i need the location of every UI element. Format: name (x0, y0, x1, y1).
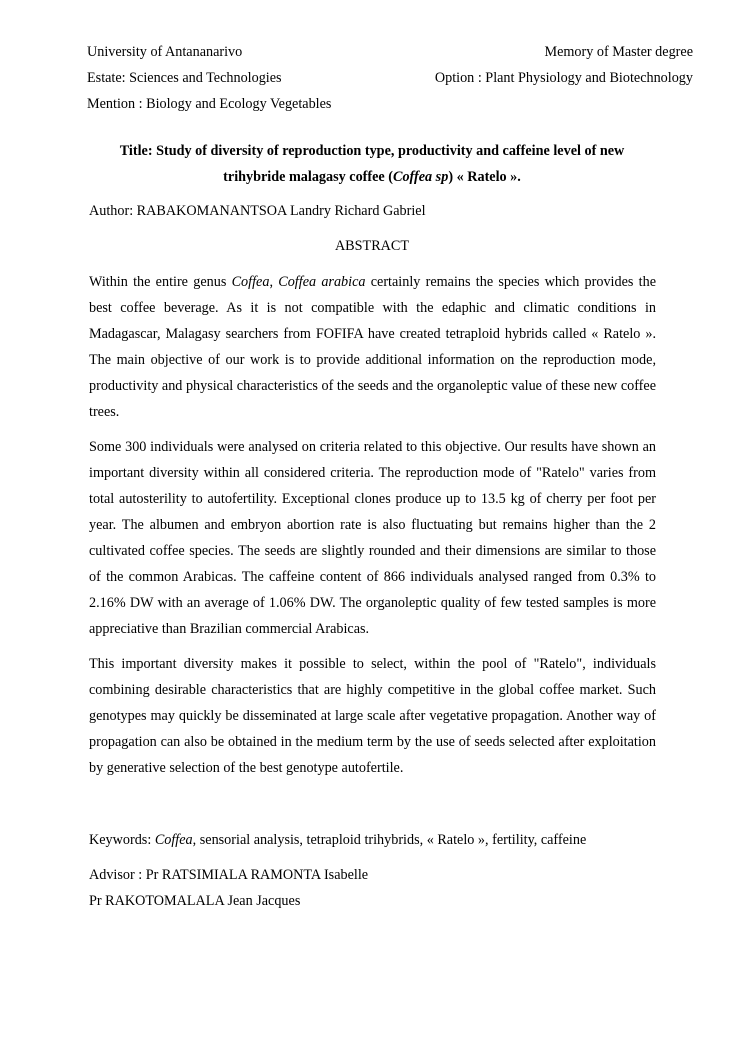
author-line: Author: RABAKOMANANTSOA Landry Richard Gabriel (89, 203, 426, 219)
abstract-heading: ABSTRACT (334, 238, 410, 254)
keywords-list: , sensorial analysis, tetraploid trihybrids, « Ratelo », fertility, caffeine (192, 832, 587, 848)
co-advisor-line: Pr RAKOTOMALALA Jean Jacques (89, 893, 301, 909)
keywords-genus: Coffea (154, 832, 193, 848)
title-species: Coffea sp (393, 169, 449, 185)
title-suffix: ) « Ratelo ». (448, 169, 521, 185)
header-row-1 (87, 42, 693, 62)
abstract-paragraph-1 (89, 269, 656, 425)
university-name: University of Antananarivo (87, 44, 243, 60)
header-row-2 (87, 68, 693, 88)
para1-text-1: Within the entire genus (89, 274, 232, 290)
keywords-line (89, 830, 586, 850)
abstract-paragraph-2: Some 300 individuals were analysed on criteria related to this objective. Our results have shown an important diversity within all considered criteria. The reproduction mode of "Ratelo" varies from total autosterility to autofertility. Exceptional clones produce up to 13.5 kg of cherry per foot per year. The albumen and embryon abortion rate is also fluctuating but remains higher than the 2 cultivated coffee species. The seeds are slightly rounded and their dimensions are similar to those of the common Arabicas. The caffeine content of 866 individuals analysed ranged from 0.3% to 2.16% DW with an average of 1.06% DW. The organoleptic quality of few tested samples is more appreciative than Brazilian commercial Arabicas. (89, 439, 656, 637)
advisor-line: Advisor : Pr RATSIMIALA RAMONTA Isabelle (89, 867, 369, 883)
header-row-3 (87, 94, 693, 114)
option-label: Option : Plant Physiology and Biotechnology (434, 70, 693, 86)
estate-label: Estate: Sciences and Technologies (87, 70, 282, 86)
para1-genus: Coffea (231, 274, 270, 290)
para1-text-3: certainly remains the species which provides the best coffee beverage. As it is not compatible with the edaphic and climatic conditions in Madagascar, Malagasy searchers from FOFIFA have created tetraploid hybrids called « Ratelo ». The main objective of our work is to provide additional information on the reproduction mode, productivity and physical characteristics of the seeds and the organoleptic value of these new coffee trees. (89, 274, 656, 420)
title-prefix: Title: Study of diversity of reproduction type, productivity and caffeine level of new trihybride malagasy coffee ( (119, 143, 625, 185)
para1-text-2: , (269, 274, 279, 290)
keywords-label: Keywords: (89, 832, 155, 848)
abstract-paragraph-3: This important diversity makes it possible to select, within the pool of "Ratelo", individuals combining desirable characteristics that are highly competitive in the global coffee market. Such genotypes may quickly be disseminated at large scale after vegetative propagation. Another way of propagation can also be obtained in the medium term by the use of seeds selected after exploitation by generative selection of the best genotype autofertile. (89, 656, 656, 776)
degree-label: Memory of Master degree (544, 44, 693, 60)
thesis-title (87, 138, 657, 190)
mention-label: Mention : Biology and Ecology Vegetables (87, 96, 332, 112)
para1-species: Coffea arabica (278, 274, 366, 290)
